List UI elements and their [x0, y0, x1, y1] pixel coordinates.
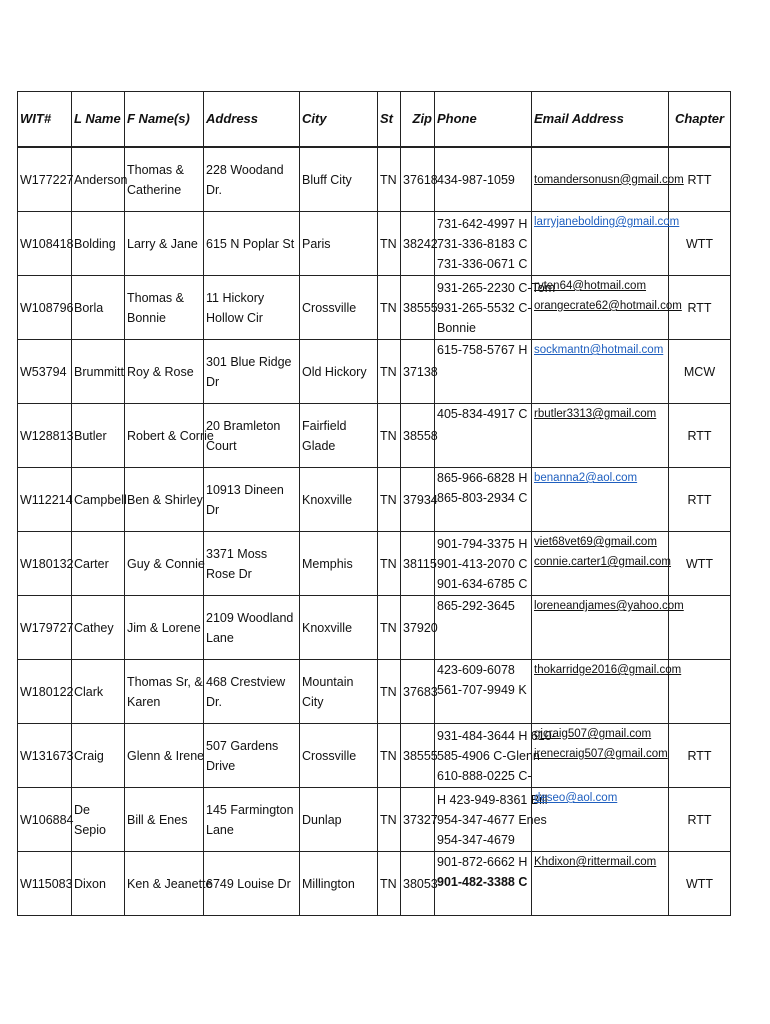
- cell-phone: [435, 596, 532, 660]
- cell-zip: 37618: [401, 147, 435, 212]
- header-row: [18, 92, 731, 148]
- cell-zip: 38115: [401, 532, 435, 596]
- cell-zip: 37920: [401, 596, 435, 660]
- cell-address: 10913 Dineen Dr: [204, 468, 300, 532]
- cell-wit: W106884: [18, 788, 72, 852]
- email-link[interactable]: gicraig507@gmail.com: [534, 728, 652, 740]
- cell-address: 2109 Woodland Lane: [204, 596, 300, 660]
- header-city: City: [300, 92, 378, 148]
- cell-address: 301 Blue Ridge Dr: [204, 340, 300, 404]
- cell-email: [532, 852, 669, 916]
- cell-phone-line: 423-609-6078: [437, 663, 515, 677]
- cell-st: TN: [378, 724, 401, 788]
- cell-chapter: RTT: [669, 468, 731, 532]
- email-link[interactable]: deseo@aol.com: [534, 792, 618, 804]
- email-link[interactable]: thokarridge2016@gmail.com: [534, 664, 682, 676]
- cell-wit: W180122: [18, 660, 72, 724]
- cell-wit: W180132: [18, 532, 72, 596]
- cell-lname: Borla: [72, 276, 125, 340]
- email-link[interactable]: orangecrate62@hotmail.com: [534, 300, 682, 312]
- cell-email: [532, 660, 682, 724]
- cell-phone: [435, 276, 556, 340]
- header-email: Email Address: [532, 92, 669, 148]
- cell-wit: W53794: [18, 340, 72, 404]
- cell-phone-line: 901-634-6785 C: [437, 576, 528, 591]
- cell-address: 145 Farmington Lane: [204, 788, 300, 852]
- cell-chapter: WTT: [669, 532, 731, 596]
- cell-phone: [435, 852, 532, 916]
- cell-wit: W128813: [18, 404, 72, 468]
- cell-email: [532, 468, 669, 532]
- cell-st: TN: [378, 852, 401, 916]
- cell-chapter: MCW: [669, 340, 731, 404]
- cell-zip: 38555: [401, 724, 435, 788]
- cell-fname: [125, 660, 204, 724]
- cell-email: [532, 596, 684, 660]
- cell-wit: W108796: [18, 276, 72, 340]
- table-row: [18, 340, 731, 404]
- header-phone: Phone: [435, 92, 532, 148]
- cell-city: Fairfield Glade: [300, 404, 378, 468]
- cell-phone-line: 931-265-2230 C-Tom: [437, 280, 556, 295]
- contact-table: [17, 91, 731, 916]
- cell-lname: Butler: [72, 404, 125, 468]
- cell-phone-line: 901-482-3388 C: [437, 875, 528, 889]
- cell-fname: [125, 532, 204, 596]
- cell-city: Dunlap: [300, 788, 378, 852]
- cell-email: [532, 404, 669, 468]
- cell-wit: W108418: [18, 212, 72, 276]
- cell-fname: [125, 596, 204, 660]
- cell-phone-line: 931-265-5532 C-: [437, 300, 532, 315]
- cell-lname: Anderson: [72, 147, 125, 212]
- header-fname: F Name(s): [125, 92, 204, 148]
- cell-address: 3371 Moss Rose Dr: [204, 532, 300, 596]
- cell-phone-line: 610-888-0225 C-: [437, 768, 532, 783]
- cell-phone: [435, 660, 532, 724]
- cell-fname: [125, 468, 204, 532]
- cell-st: TN: [378, 212, 401, 276]
- cell-st: TN: [378, 147, 401, 212]
- cell-phone: [435, 468, 532, 532]
- cell-st: TN: [378, 276, 401, 340]
- cell-address: 20 Bramleton Court: [204, 404, 300, 468]
- cell-fname-line: Robert & Corrie: [127, 428, 214, 443]
- cell-fname: [125, 788, 204, 852]
- cell-email: [532, 532, 669, 596]
- cell-phone-line: 954-347-4677 Enes: [437, 812, 547, 827]
- header-lname: L Name: [72, 92, 125, 148]
- cell-fname-line: Ben & Shirley: [127, 492, 203, 507]
- cell-city: Bluff City: [300, 147, 378, 212]
- email-link[interactable]: sockmantn@hotmail.com: [534, 344, 664, 356]
- cell-city: Paris: [300, 212, 378, 276]
- cell-st: TN: [378, 532, 401, 596]
- email-link[interactable]: Khdixon@rittermail.com: [534, 856, 657, 868]
- cell-st: TN: [378, 660, 401, 724]
- email-link[interactable]: benanna2@aol.com: [534, 472, 638, 484]
- email-link[interactable]: viet68vet69@gmail.com: [534, 536, 657, 548]
- cell-zip: 37934: [401, 468, 435, 532]
- cell-wit: W177227: [18, 147, 72, 212]
- header-address: Address: [204, 92, 300, 148]
- contact-sheet: [17, 91, 731, 916]
- table-body: [18, 147, 731, 916]
- cell-fname: [125, 212, 204, 276]
- cell-lname: Cathey: [72, 596, 125, 660]
- cell-phone-line: 585-4906 C-Glenn: [437, 748, 540, 763]
- cell-address: 507 Gardens Drive: [204, 724, 300, 788]
- cell-city: Knoxville: [300, 596, 378, 660]
- email-link[interactable]: loreneandjames@yahoo.com: [534, 600, 684, 612]
- cell-fname-line: Karen: [127, 694, 161, 709]
- cell-chapter: RTT: [669, 404, 731, 468]
- cell-phone-line: 434-987-1059: [437, 172, 515, 187]
- cell-zip: 37327: [401, 788, 435, 852]
- cell-st: TN: [378, 404, 401, 468]
- cell-email: [532, 788, 669, 852]
- cell-phone: [435, 788, 548, 852]
- email-link[interactable]: irenecraig507@gmail.com: [534, 748, 668, 760]
- header-chapter: Chapter: [669, 92, 731, 148]
- table-row: [18, 596, 731, 660]
- cell-fname-line: Thomas &: [127, 290, 184, 305]
- cell-phone: [435, 724, 556, 788]
- cell-st: TN: [378, 340, 401, 404]
- cell-phone-line: 405-834-4917 C: [437, 407, 528, 421]
- cell-phone-line: 561-707-9949 K: [437, 683, 527, 697]
- cell-phone: [435, 340, 532, 404]
- cell-email: [532, 724, 669, 788]
- cell-zip: 38555: [401, 276, 435, 340]
- cell-wit: W115083: [18, 852, 72, 916]
- header-wit: WIT#: [18, 92, 72, 148]
- cell-city: Mountain City: [300, 660, 378, 724]
- cell-fname-line: Thomas &: [127, 162, 184, 177]
- cell-chapter: RTT: [669, 276, 731, 340]
- table-row: [18, 276, 731, 340]
- cell-phone: [435, 532, 532, 596]
- cell-fname-line: Bonnie: [127, 310, 166, 325]
- cell-lname: Brummitt: [72, 340, 125, 404]
- table-row: [18, 788, 731, 852]
- cell-phone: [435, 147, 532, 212]
- cell-fname-line: Guy & Connie: [127, 556, 205, 571]
- cell-email: [532, 276, 682, 340]
- cell-phone-line: 865-292-3645: [437, 599, 515, 613]
- cell-email: [532, 147, 684, 212]
- cell-lname: Dixon: [72, 852, 125, 916]
- cell-fname-line: Roy & Rose: [127, 364, 194, 379]
- cell-lname: Clark: [72, 660, 125, 724]
- table-row: [18, 147, 731, 212]
- table-row: [18, 852, 731, 916]
- cell-fname-line: Larry & Jane: [127, 236, 198, 251]
- email-link[interactable]: rbutler3313@gmail.com: [534, 408, 657, 420]
- cell-phone-line: 731-336-0671 C: [437, 256, 528, 271]
- cell-city: Millington: [300, 852, 378, 916]
- cell-wit: W179727: [18, 596, 72, 660]
- cell-fname-line: Bill & Enes: [127, 812, 188, 827]
- table-row: [18, 468, 731, 532]
- cell-zip: 38053: [401, 852, 435, 916]
- cell-zip: 38242: [401, 212, 435, 276]
- cell-phone-line: 615-758-5767 H: [437, 343, 528, 357]
- cell-fname-line: Catherine: [127, 182, 182, 197]
- table-row: [18, 660, 731, 724]
- cell-lname: De Sepio: [72, 788, 125, 852]
- cell-phone-line: 901-794-3375 H: [437, 536, 528, 551]
- cell-fname-line: Ken & Jeanette: [127, 876, 213, 891]
- cell-phone-line: 731-336-8183 C: [437, 236, 528, 251]
- cell-fname-line: Jim & Lorene: [127, 620, 201, 635]
- cell-fname-line: Thomas Sr, &: [127, 674, 203, 689]
- email-link[interactable]: tomandersonusn@gmail.com: [534, 173, 684, 186]
- header-zip: Zip: [401, 92, 435, 148]
- cell-zip: 37138: [401, 340, 435, 404]
- header-st: St: [378, 92, 401, 148]
- email-link[interactable]: rvten64@hotmail.com: [534, 280, 647, 292]
- cell-email: [532, 340, 669, 404]
- cell-phone-line: Bonnie: [437, 320, 476, 335]
- cell-phone-line: H 423-949-8361 Bill: [437, 792, 548, 807]
- cell-lname: Campbell: [72, 468, 125, 532]
- cell-address: 615 N Poplar St: [204, 212, 300, 276]
- cell-email: [532, 212, 680, 276]
- table-row: [18, 724, 731, 788]
- cell-lname: Bolding: [72, 212, 125, 276]
- cell-fname: [125, 147, 204, 212]
- cell-chapter: WTT: [669, 212, 731, 276]
- cell-phone-line: 931-484-3644 H 610-: [437, 728, 556, 743]
- cell-zip: 38558: [401, 404, 435, 468]
- cell-fname: [125, 340, 204, 404]
- cell-address: 11 Hickory Hollow Cir: [204, 276, 300, 340]
- email-link[interactable]: larryjanebolding@gmail.com: [534, 216, 680, 228]
- table-row: [18, 404, 731, 468]
- cell-lname: Craig: [72, 724, 125, 788]
- email-link[interactable]: connie.carter1@gmail.com: [534, 556, 671, 568]
- cell-st: TN: [378, 788, 401, 852]
- cell-wit: W131673: [18, 724, 72, 788]
- cell-city: Old Hickory: [300, 340, 378, 404]
- cell-address: 468 Crestview Dr.: [204, 660, 300, 724]
- cell-zip: 37683: [401, 660, 435, 724]
- cell-fname: [125, 852, 213, 916]
- cell-phone-line: 954-347-4679: [437, 832, 515, 847]
- table-row: [18, 212, 731, 276]
- cell-wit: W112214: [18, 468, 72, 532]
- cell-phone-line: 901-413-2070 C: [437, 556, 528, 571]
- cell-phone-line: 865-803-2934 C: [437, 491, 528, 505]
- cell-city: Crossville: [300, 276, 378, 340]
- table-row: [18, 532, 731, 596]
- cell-fname: [125, 276, 204, 340]
- cell-phone: [435, 212, 532, 276]
- cell-chapter: RTT: [669, 724, 731, 788]
- cell-fname-line: Glenn & Irene: [127, 748, 205, 763]
- cell-city: Knoxville: [300, 468, 378, 532]
- cell-chapter: WTT: [669, 852, 731, 916]
- cell-phone: [435, 404, 532, 468]
- cell-lname: Carter: [72, 532, 125, 596]
- cell-city: Crossville: [300, 724, 378, 788]
- cell-city: Memphis: [300, 532, 378, 596]
- cell-phone-line: 901-872-6662 H: [437, 855, 528, 869]
- cell-address: 228 Woodand Dr.: [204, 147, 300, 212]
- cell-phone-line: 865-966-6828 H: [437, 471, 528, 485]
- cell-st: TN: [378, 596, 401, 660]
- cell-fname: [125, 404, 214, 468]
- cell-chapter: RTT: [669, 788, 731, 852]
- cell-phone-line: 731-642-4997 H: [437, 216, 528, 231]
- cell-address: 6749 Louise Dr: [204, 852, 300, 916]
- cell-chapter: RTT: [669, 147, 731, 212]
- cell-fname: [125, 724, 204, 788]
- cell-st: TN: [378, 468, 401, 532]
